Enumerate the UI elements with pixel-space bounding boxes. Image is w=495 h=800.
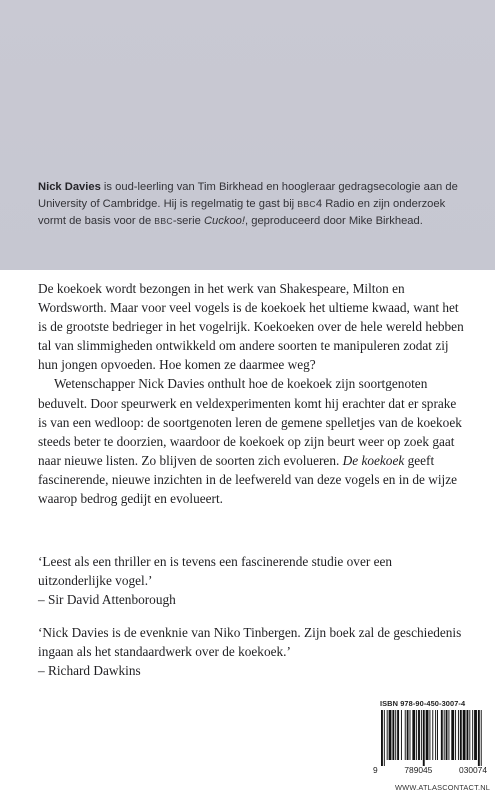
barcode-bar (384, 710, 385, 766)
bio-text-1: is oud-leerling van Tim Birkhead en hoogleraar gedragsecologie aan de University of Cambridge. Hij is regelmatig te gast bij (38, 181, 458, 210)
barcode-bar (401, 710, 402, 760)
barcode-bar (437, 710, 438, 760)
barcode-number (373, 765, 487, 775)
isbn: ISBN 978-90-450-3007-4 (380, 699, 466, 708)
barcode-bar (392, 710, 394, 760)
series-title: Cuckoo! (203, 215, 245, 227)
bio-text-4: , geproduceerd door Mike Birkhead. (245, 215, 423, 227)
barcode-bar (441, 710, 443, 760)
quote-attribution: – Sir David Attenborough (38, 592, 176, 608)
quote-text: ‘Nick Davies is de evenknie van Niko Tinbergen. Zijn boek zal de geschiedenis ingaan als het standaardwerk over de koekoek.’ (38, 625, 462, 660)
barcode (373, 710, 487, 776)
barcode-bar (446, 710, 448, 760)
bio-text-2: 4 Radio en zijn onderzoek vormt de basis voor de (38, 198, 446, 227)
barcode-bar (435, 710, 436, 760)
barcode-bar (426, 710, 429, 760)
review-quote (38, 623, 468, 680)
blurb-paragraph-2-part-a: Wetenschapper Nick Davies onthult hoe de koekoek zijn soortgenoten beduvelt. Door speurwerk en veldexperimenten komt hij erachter dat er sprake is van een wedloop: de soortgenoten leren de gemene spelletjes van de koekoek steeds beter te doorzien, waardoor de koekoek op zijn beurt weer op zoek gaat naar nieuwe listen. Zo blijven de soorten zich evolueren. (38, 376, 462, 468)
barcode-bar (397, 710, 399, 760)
barcode-bar (407, 710, 409, 760)
barcode-bar (418, 710, 420, 760)
author-name: Nick Davies (38, 181, 101, 193)
barcode-bar (460, 710, 462, 760)
quote-attribution: – Richard Dawkins (38, 663, 141, 679)
barcode-group-2: 030074 (459, 765, 487, 775)
barcode-bar (478, 710, 480, 766)
bbc-label-1: BBC (297, 199, 316, 209)
barcode-bar (444, 710, 445, 760)
barcode-bar (405, 710, 406, 760)
barcode-bar (381, 710, 383, 766)
barcode-bar (472, 710, 473, 760)
blurb-paragraph-2 (38, 374, 468, 508)
bbc-label-2: BBC (154, 216, 173, 226)
bio-text-3: -serie (172, 215, 204, 227)
review-quote (38, 552, 468, 609)
blurb (38, 279, 468, 508)
barcode-bar (387, 710, 388, 760)
barcode-bars (373, 710, 487, 766)
blurb-paragraph-1: De koekoek wordt bezongen in het werk van Shakespeare, Milton en Wordsworth. Maar voor veel vogels is de koekoek het ultieme kwaad, want het is de grootste bedrieger in het vogelrijk. Koekoeken over de hele wereld hebben tal van slimmigheden ontwikkeld om andere soorten te manipuleren zodat zij hun jongen opvoeden. Hoe komen ze daarmee weg? (38, 281, 464, 373)
barcode-bar (412, 710, 415, 760)
author-bio (38, 179, 468, 230)
publisher-website: WWW.ATLASCONTACT.NL (395, 783, 491, 792)
barcode-bar (469, 710, 470, 760)
barcode-bar (463, 710, 466, 760)
barcode-group-1: 789045 (404, 765, 433, 775)
barcode-bar (432, 710, 433, 760)
barcode-bar (423, 710, 425, 766)
barcode-bar (474, 710, 477, 760)
barcode-bar (395, 710, 396, 760)
barcode-bar (421, 710, 422, 760)
book-title: De koekoek (342, 452, 405, 468)
barcode-bar (455, 710, 456, 760)
barcode-bar (410, 710, 411, 760)
quote-text: ‘Leest als een thriller en is tevens een fascinerende studie over een uitzonderlijke vogel.’ (38, 554, 393, 589)
barcode-bar (429, 710, 430, 760)
barcode-bar (448, 710, 449, 760)
barcode-bar (481, 710, 482, 766)
barcode-bar (467, 710, 469, 760)
barcode-bar (389, 710, 392, 760)
blurb-paragraph-2-part-b: geeft fascinerende, nieuwe inzichten in de leefwereld van deze vogels en in de wijze waarop bedrog gedijt en evolueert. (38, 452, 458, 507)
barcode-bar (416, 710, 417, 760)
barcode-lead-digit: 9 (373, 765, 378, 775)
barcode-bar (458, 710, 459, 760)
barcode-bar (451, 710, 454, 760)
